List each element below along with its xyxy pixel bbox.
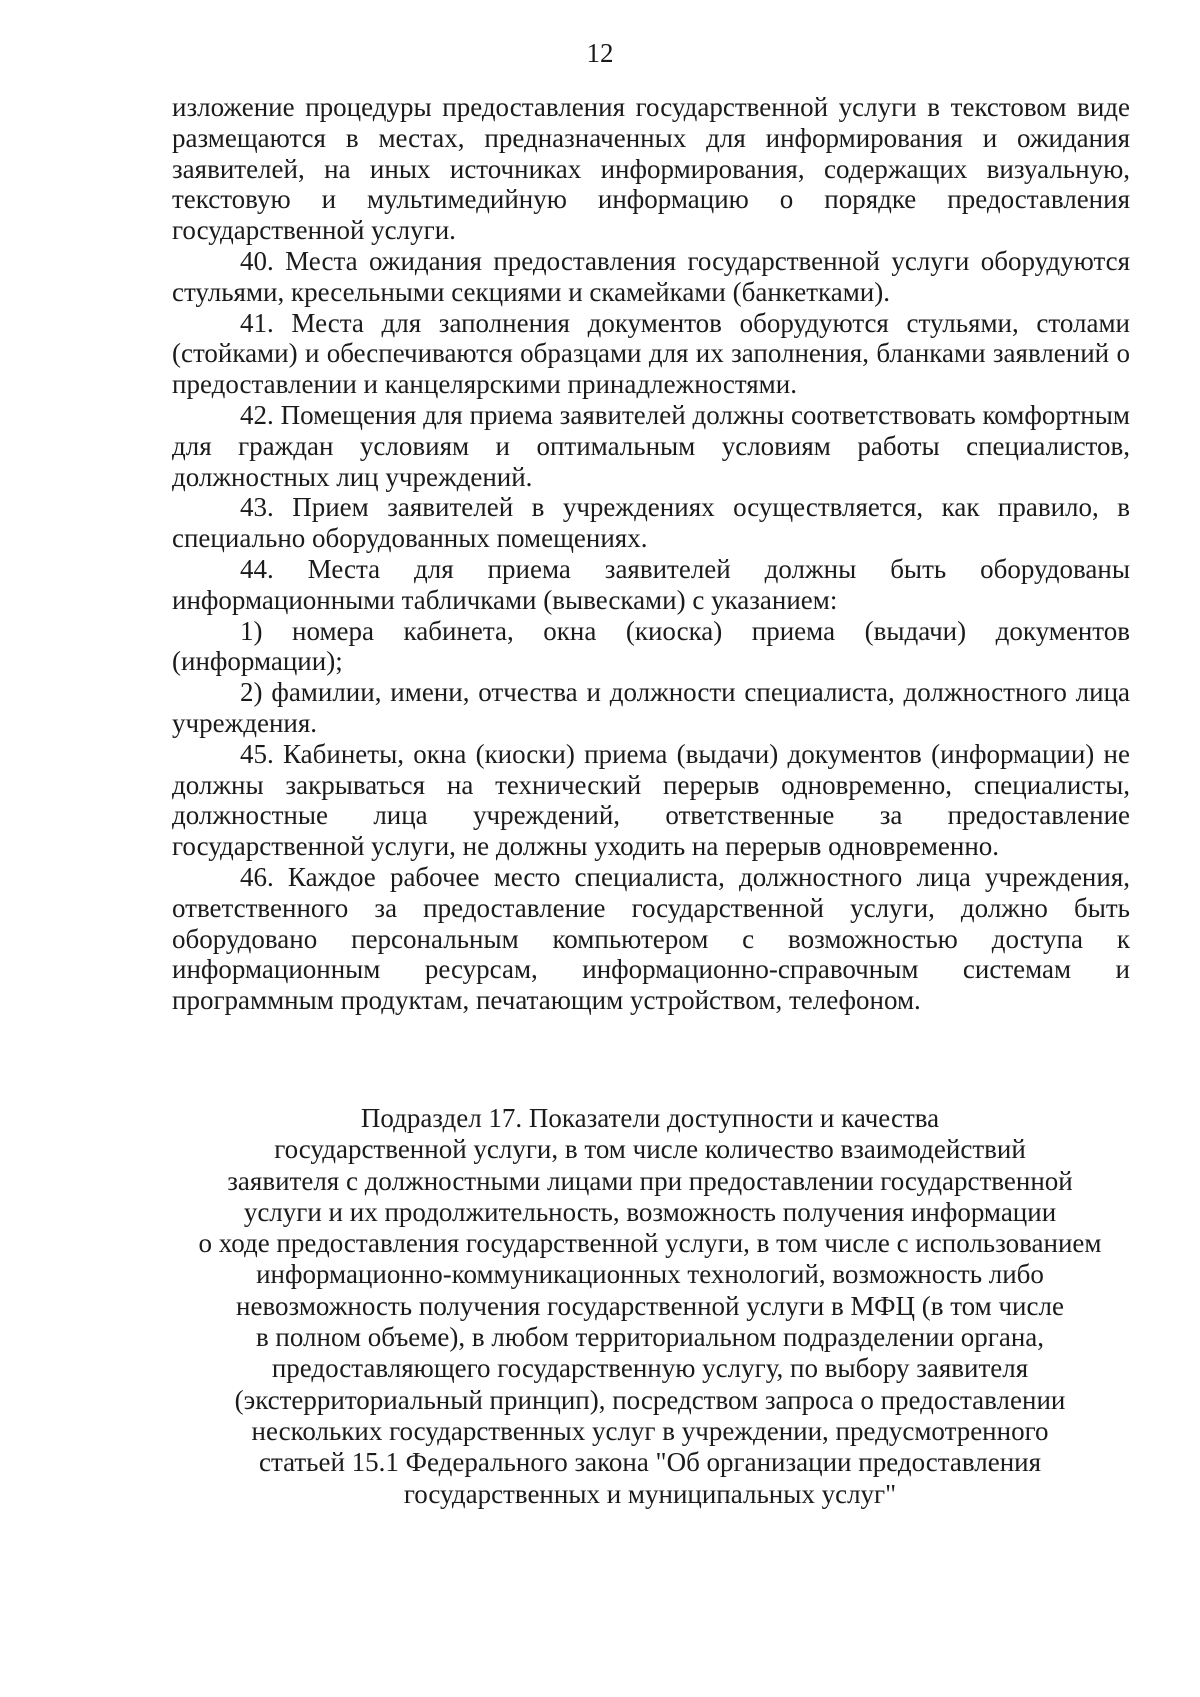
heading-line: услуги и их продолжительность, возможность получения информации [243, 1196, 1057, 1227]
heading-line: информационно-коммуникационных технологий, возможность либо [256, 1259, 1044, 1290]
heading-line: (экстерриториальный принцип), посредством запроса о предоставлении [234, 1384, 1066, 1415]
heading-line: предоставляющего государственную услугу, по выбору заявителя [271, 1353, 1029, 1384]
paragraph-intro: изложение процедуры предоставления государственной услуги в текстовом виде размещаются в местах, предназначенных для информирования и ожидания заявителей, на иных источниках информирования, содержащих визуальную, текстовую и мультимедийную информацию о порядке предоставления государственной услуги. [172, 92, 1130, 246]
heading-line: невозможность получения государственной услуги в МФЦ (в том числе [236, 1290, 1064, 1321]
paragraph-43: 43. Прием заявителей в учреждениях осуществляется, как правило, в специально оборудованных помещениях. [172, 492, 1130, 554]
subsection-heading [160, 1103, 1140, 1510]
paragraph-44-item-2: 2) фамилии, имени, отчества и должности специалиста, должностного лица учреждения. [172, 677, 1130, 738]
heading-line: о ходе предоставления государственной услуги, в том числе с использованием [198, 1228, 1102, 1259]
paragraph-45: 45. Кабинеты, окна (киоски) приема (выдачи) документов (информации) не должны закрываться на технический перерыв одновременно, специалисты, должностные лица учреждений, ответственные за предоставление государственной услуги, не должны уходить на перерыв одновременно. [172, 738, 1130, 862]
paragraph-41: 41. Места для заполнения документов оборудуются стульями, столами (стойками) и обеспечиваются образцами для их заполнения, бланками заявлений о предоставлении и канцелярскими принадлежностями. [172, 307, 1130, 400]
heading-line: государственной услуги, в том числе количество взаимодействий [274, 1134, 1026, 1165]
heading-line: нескольких государственных услуг в учреждении, предусмотренного [251, 1415, 1049, 1446]
paragraph-44: 44. Места для приема заявителей должны быть оборудованы информационными табличками (вывесками) с указанием: [172, 553, 1130, 615]
paragraph-44-item-1: 1) номера кабинета, окна (киоска) приема (выдачи) документов (информации); [172, 615, 1130, 677]
heading-line: в полном объеме), в любом территориальном подразделении органа, [255, 1322, 1045, 1353]
paragraph-40: 40. Места ожидания предоставления государственной услуги оборудуются стульями, кресельными секциями и скамейками (банкетками). [172, 245, 1130, 307]
heading-line: государственных и муниципальных услуг" [403, 1478, 897, 1509]
heading-line: Подраздел 17. Показатели доступности и качества [360, 1103, 940, 1133]
heading-line: заявителя с должностными лицами при предоставлении государственной [227, 1165, 1073, 1196]
heading-line: статьей 15.1 Федерального закона "Об организации предоставления [258, 1447, 1042, 1478]
page-number: 12 [586, 38, 614, 68]
body-text [172, 92, 1130, 1016]
paragraph-46: 46. Каждое рабочее место специалиста, должностного лица учреждения, ответственного за предоставление государственной услуги, должно быть оборудовано персональным компьютером с возможностью доступа к информационным ресурсам, информационно-справочным системам и программным продуктам, печатающим устройством, телефоном. [172, 861, 1130, 1016]
paragraph-42: 42. Помещения для приема заявителей должны соответствовать комфортным для граждан условиям и оптимальным условиям работы специалистов, должностных лиц учреждений. [172, 399, 1130, 492]
